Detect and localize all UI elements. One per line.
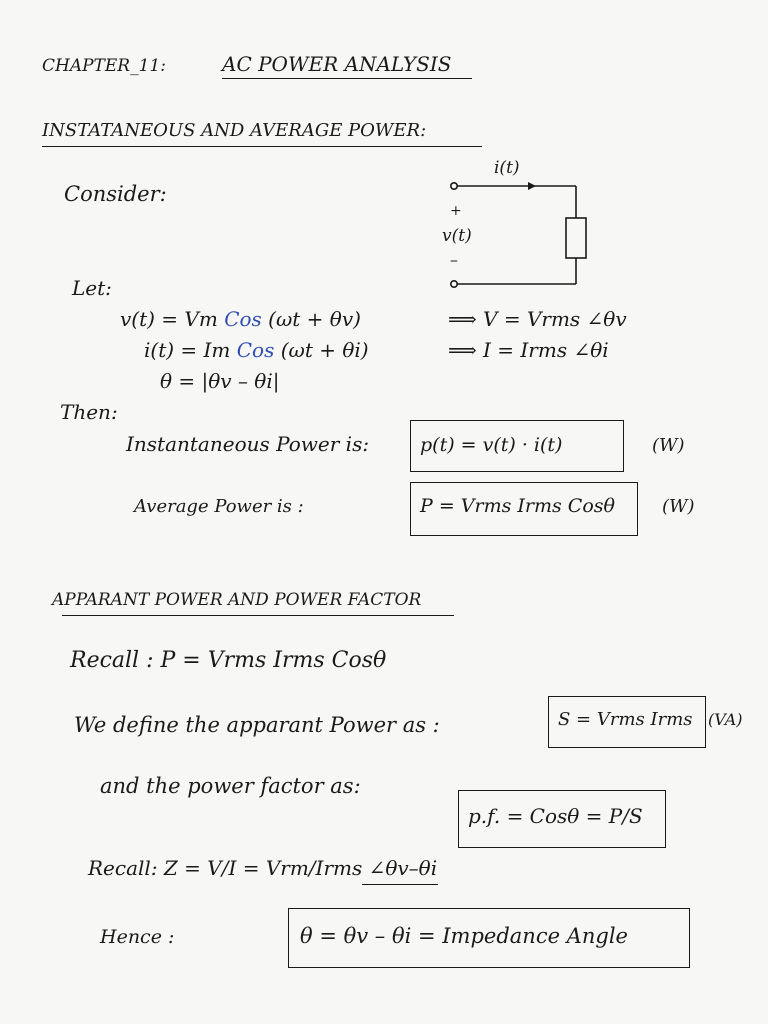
power-factor-formula: p.f. = Cosθ = P/S (468, 804, 643, 828)
apparent-power-formula: S = Vrms Irms (558, 709, 693, 730)
voltage-label: v(t) (442, 226, 472, 246)
average-unit: (W) (662, 496, 695, 517)
impedance-angle-formula: θ = θv – θi = Impedance Angle (300, 924, 628, 948)
chapter-label: CHAPTER_11: (42, 56, 166, 76)
instantaneous-formula: p(t) = v(t) · i(t) (420, 434, 563, 456)
voltage-eq-rhs: (ωt + θv) (268, 307, 361, 331)
impedance-angle-underline (362, 884, 438, 885)
consider-label: Consider: (64, 182, 167, 206)
apparent-power-label: We define the apparant Power as : (74, 713, 440, 737)
voltage-eq-lhs: v(t) = Vm (120, 307, 218, 331)
voltage-equation (120, 309, 361, 329)
current-eq-cos: Cos (236, 338, 275, 362)
apparent-power-unit: (VA) (708, 710, 743, 729)
section2-underline (62, 615, 454, 616)
hence-label: Hence : (100, 926, 175, 948)
average-formula: P = Vrms Irms Cosθ (420, 495, 615, 517)
theta-equation: θ = |θv – θi| (160, 369, 280, 393)
let-label: Let: (72, 276, 112, 300)
power-factor-label: and the power factor as: (100, 774, 361, 798)
current-equation (144, 340, 369, 360)
section1-underline (42, 146, 482, 147)
recall-impedance: Recall: Z = V/I = Vrm/Irms ∠θv–θi (88, 856, 438, 880)
instantaneous-unit: (W) (652, 435, 685, 456)
voltage-eq-cos: Cos (224, 307, 262, 331)
minus-sign: – (450, 250, 458, 269)
title-underline (222, 78, 472, 79)
current-phasor: ⟹ I = Irms ∠θi (448, 338, 609, 362)
average-label: Average Power is : (134, 496, 304, 517)
voltage-phasor: ⟹ V = Vrms ∠θv (448, 307, 627, 331)
current-eq-rhs: (ωt + θi) (280, 338, 369, 362)
recall-average-power: Recall : P = Vrms Irms Cosθ (70, 648, 387, 673)
section2-heading: APPARANT POWER AND POWER FACTOR (52, 590, 422, 610)
current-eq-lhs: i(t) = Im (144, 338, 231, 362)
then-label: Then: (60, 400, 118, 424)
section1-heading: INSTATANEOUS AND AVERAGE POWER: (42, 120, 427, 141)
plus-sign: + (450, 203, 462, 219)
instantaneous-label: Instantaneous Power is: (126, 432, 370, 456)
current-label: i(t) (494, 158, 520, 178)
page-title: AC POWER ANALYSIS (222, 52, 452, 76)
